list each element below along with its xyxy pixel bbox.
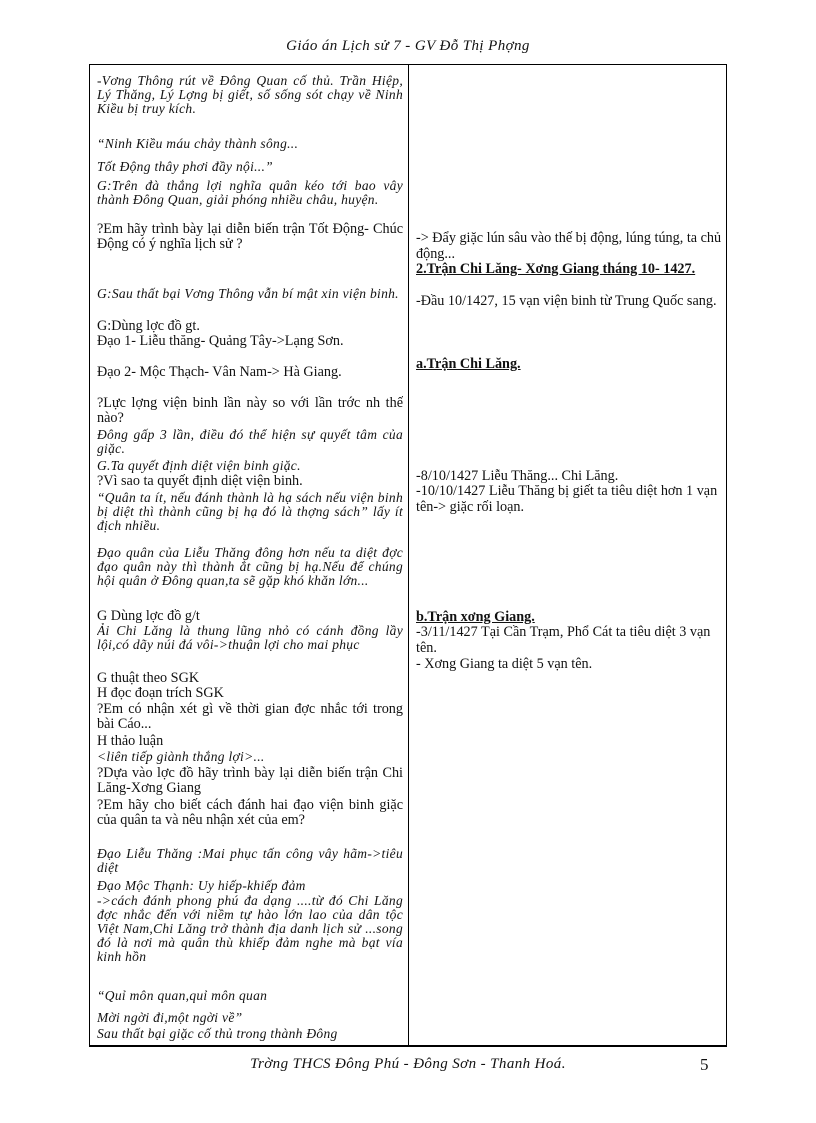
- left-text: Đạo quân của Liễu Thăng đông hơn nếu ta diệt đợc đạo quân này thì thành ắt cũng bị hạ.Nếu để chúng hội quân ở Đông quan,ta sẽ gặp khó khăn lớn...: [97, 545, 403, 588]
- left-text: <liên tiếp giành thắng lợi>...: [97, 749, 265, 764]
- left-text: G:Trên đà thắng lợi nghĩa quân kéo tới bao vây thành Đông Quan, giải phóng nhiều châu, huyện.: [97, 178, 403, 207]
- right-text: -8/10/1427 Liễu Thăng... Chi Lăng.: [416, 468, 619, 484]
- footer-rule: [89, 1046, 727, 1047]
- left-text: -Vơng Thông rút về Đông Quan cố thủ. Trần Hiệp, Lý Thăng, Lý Lợng bị giết, số sống sót chạy về Ninh Kiều bị truy kích.: [97, 73, 403, 116]
- left-text: H đọc đoạn trích SGK: [97, 685, 224, 701]
- left-text: “Quỉ môn quan,quỉ môn quan: [97, 988, 268, 1003]
- right-text: - Xơng Giang ta diệt 5 vạn tên.: [416, 656, 593, 672]
- lesson-table: [89, 64, 727, 1046]
- left-text: Đông gấp 3 lần, điều đó thể hiện sự quyết tâm của giặc.: [97, 427, 403, 456]
- left-text: “Quân ta ít, nếu đánh thành là hạ sách nếu viện binh bị diệt thì thành cũng bị hạ đó là thợng sách” lấy ít địch nhiều.: [97, 490, 403, 533]
- right-column: [416, 65, 722, 1045]
- left-text: ?Em có nhận xét gì về thời gian đợc nhắc tới trong bài Cáo...: [97, 701, 403, 732]
- left-text: Đạo 2- Mộc Thạch- Vân Nam-> Hà Giang.: [97, 364, 342, 380]
- left-text: ?Em hãy cho biết cách đánh hai đạo viện binh giặc của quân ta và nêu nhận xét của em?: [97, 797, 403, 828]
- left-text: G Dùng lợc đồ g/t: [97, 608, 200, 624]
- left-text: Đạo 1- Liễu thăng- Quảng Tây->Lạng Sơn.: [97, 333, 344, 349]
- left-text: G:Dùng lợc đồ gt.: [97, 318, 200, 334]
- left-text: ?Em hãy trình bày lại diễn biến trận Tốt Động- Chúc Động có ý nghĩa lịch sử ?: [97, 221, 403, 252]
- right-text: -> Đẩy giặc lún sâu vào thế bị động, lúng túng, ta chủ động...: [416, 230, 722, 262]
- right-text: -Đầu 10/1427, 15 vạn viện binh từ Trung Quốc sang.: [416, 293, 717, 309]
- left-text: H thảo luận: [97, 733, 164, 749]
- page-number: 5: [700, 1055, 709, 1074]
- left-text: Đạo Liễu Thăng :Mai phục tấn công vây hãm->tiêu diệt: [97, 846, 403, 875]
- left-text: ?Vì sao ta quyết định diệt viện binh.: [97, 473, 303, 489]
- page-header: Giáo án Lịch sử 7 - GV Đỗ Thị Phợng: [286, 38, 530, 54]
- page-footer: Trờng THCS Đông Phú - Đông Sơn - Thanh Hoá.: [250, 1056, 566, 1072]
- right-text: -3/11/1427 Tại Cần Trạm, Phổ Cát ta tiêu diệt 3 vạn tên.: [416, 624, 711, 656]
- left-text: ?Lực lợng viện binh lần này so với lần trớc nh thế nào?: [97, 395, 403, 426]
- left-text: Sau thất bại giặc cố thủ trong thành Đông: [97, 1026, 338, 1041]
- left-text: Đạo Mộc Thạnh: Uy hiếp-khiếp đảm: [97, 878, 306, 893]
- left-text: G.Ta quyết định diệt viện binh giặc.: [97, 458, 301, 473]
- left-text: “Ninh Kiều máu chảy thành sông...: [97, 136, 299, 151]
- left-text: G:Sau thất bại Vơng Thông vẫn bí mật xin viện binh.: [97, 286, 399, 301]
- left-text: Tốt Động thây phơi đầy nội...”: [97, 159, 273, 174]
- section-heading: b.Trận xơng Giang.: [416, 609, 535, 625]
- column-divider: [408, 65, 409, 1045]
- left-text: Mời ngời đi,một ngời về”: [97, 1010, 243, 1025]
- left-text: Ải Chi Lăng là thung lũng nhỏ có cánh đồng lầy lội,có dãy núi đá vôi->thuận lợi cho mai phục: [97, 623, 403, 652]
- left-text: G thuật theo SGK: [97, 670, 200, 686]
- left-text: ?Dựa vào lợc đồ hãy trình bày lại diễn biến trận Chi Lăng-Xơng Giang: [97, 765, 403, 796]
- right-text: -10/10/1427 Liễu Thăng bị giết ta tiêu diệt hơn 1 vạn tên-> giặc rối loạn.: [416, 483, 718, 515]
- left-text: ->cách đánh phong phú đa dạng ....từ đó Chi Lăng đợc nhắc đến với niềm tự hào lớn lao của dân tộc Việt Nam,Chi Lăng trở thành địa danh lịch sử ...song đó là nơi mà quân thù khiếp đảm nghe mà bạt vía kinh hồn: [97, 893, 403, 964]
- left-column: [97, 65, 403, 1045]
- section-heading: a.Trận Chi Lăng.: [416, 356, 521, 372]
- section-heading: 2.Trận Chi Lăng- Xơng Giang tháng 10- 1427.: [416, 261, 696, 277]
